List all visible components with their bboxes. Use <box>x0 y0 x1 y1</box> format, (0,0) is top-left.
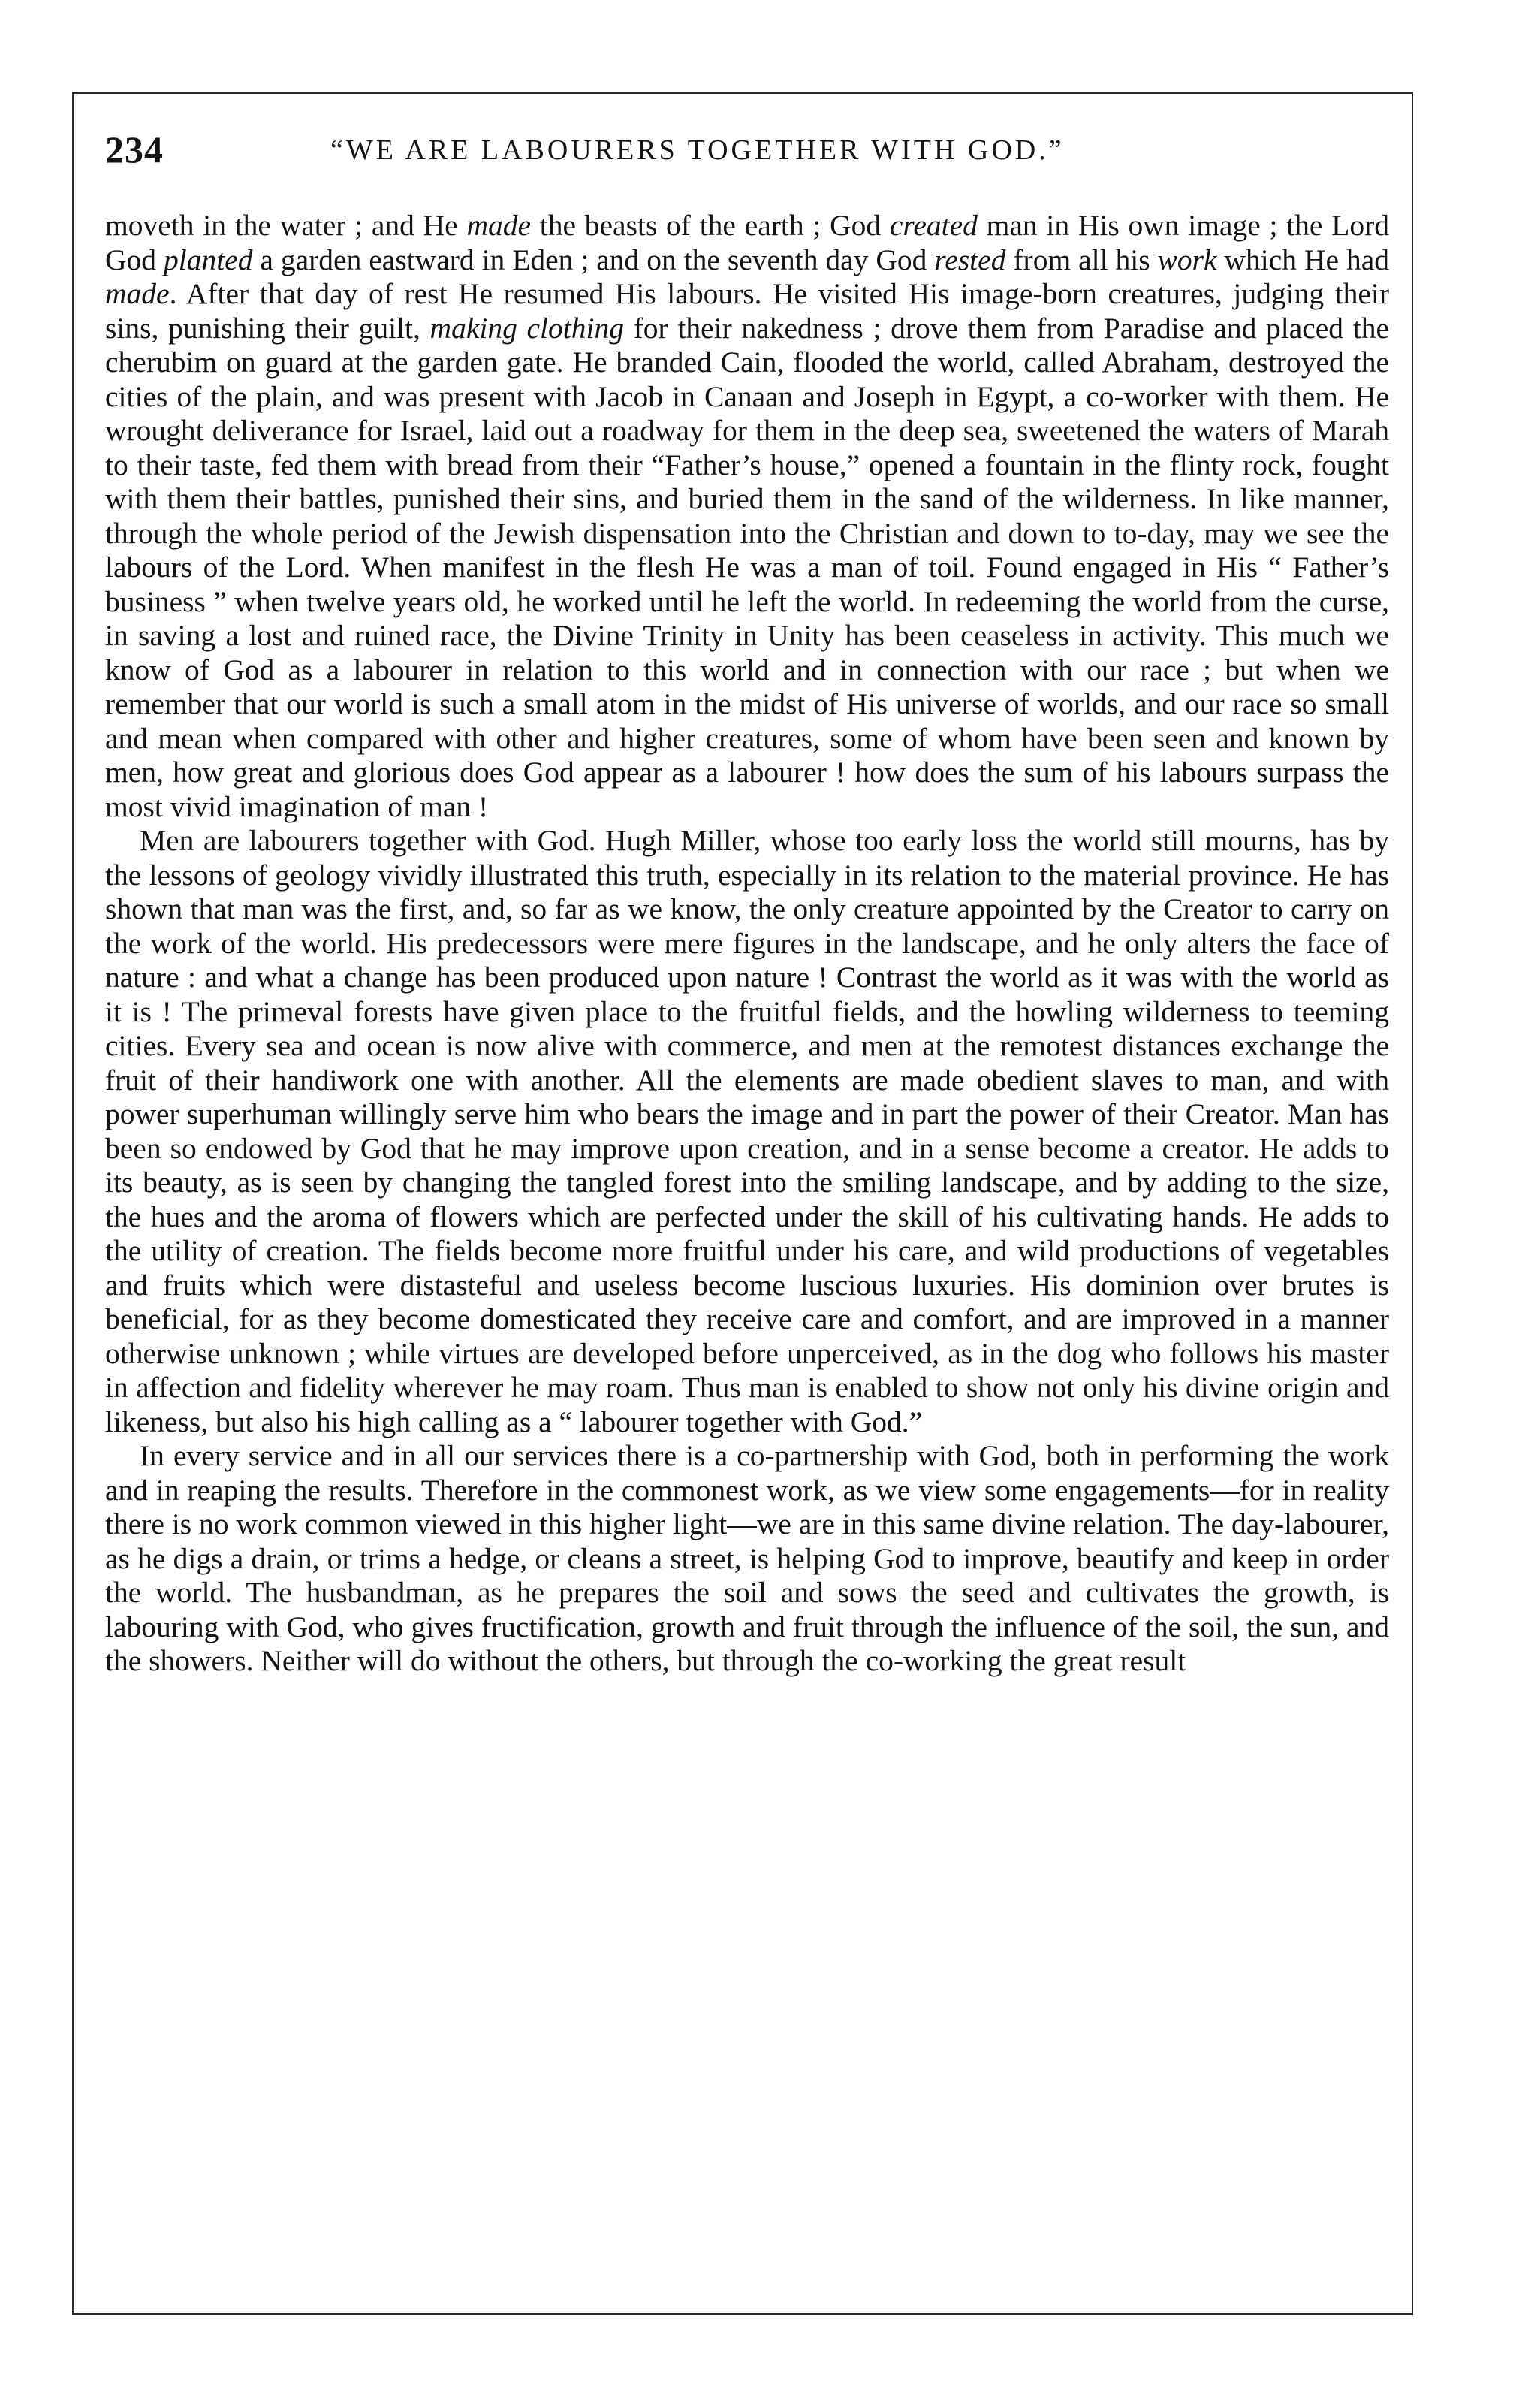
text-run: man in His own image ; the Lord God <box>105 209 1389 276</box>
text-run: for their nakedness ; drove them from Paradise and placed the cherubim on guard at the garden gate. He branded Cain, flooded the world, called Abraham, destroyed the cities of the plain, and was present with Jacob in Canaan and Joseph in Egypt, a co-worker with them. He wrought deliverance for Israel, laid out a roadway for them in the deep sea, sweetened the waters of Marah to their taste, fed them with bread from their “Father’s house,” opened a fountain in the flinty rock, fought with them their battles, punished their sins, and buried them in the sand of the wilderness. In like manner, through the whole period of the Jewish dispensation into the Christian and down to to-day, may we see the labours of the Lord. When manifest in the flesh He was a man of toil. Found engaged in His “ Father’s business ” when twelve years old, he worked until he left the world. In redeeming the world from the curse, in saving a lost and ruined race, the Divine Trinity in Unity has been ceaseless in activity. This much we know of God as a labourer in relation to this world and in connection with our race ; but when we remember that our world is such a small atom in the midst of His universe of worlds, and our race so small and mean when compared with other and higher creatures, some of whom have been seen and known by men, how great and glorious does God appear as a labourer ! how does the sum of his labours surpass the most vivid imagination of man ! <box>105 311 1389 823</box>
running-head: “WE ARE LABOURERS TOGETHER WITH GOD.” <box>330 134 1065 166</box>
text-run: the beasts of the earth ; God <box>531 209 890 242</box>
text-run: In every service and in all our services there is a co-partnership with God, both in performing the work and in reaping the results. Therefore in the commonest work, as we view some engagements—for in reality there is no work common viewed in this higher light—we are in this same divine relation. The day-labourer, as he digs a drain, or trims a hedge, or cleans a street, is helping God to improve, beautify and keep in order the world. The husbandman, as he prepares the soil and sows the seed and cultivates the growth, is labouring with God, who gives fructification, growth and fruit through the influence of the soil, the sun, and the showers. Neither will do without the others, but through the co-working the great result <box>105 1439 1390 1677</box>
text-run: from all his <box>1005 243 1158 276</box>
paragraph <box>105 824 1389 1439</box>
italic-text: rested <box>934 243 1006 276</box>
text-run: moveth in the water ; and He <box>105 209 467 242</box>
page-header <box>105 128 1397 180</box>
italic-text: made <box>105 277 170 310</box>
paragraph <box>105 209 1389 824</box>
italic-text: making clothing <box>429 311 624 345</box>
body-text <box>105 209 1389 1679</box>
text-run: Men are labourers together with God. Hugh Miller, whose too early loss the world still mourns, has by the lessons of geology vividly illustrated this truth, especially in its relation to the material province. He has shown that man was the first, and, so far as we know, the only creature appointed by the Creator to carry on the work of the world. His predecessors were mere figures in the landscape, and he only alters the face of nature : and what a change has been produced upon nature ! Contrast the world as it was with the world as it is ! The primeval forests have given place to the fruitful fields, and the howling wilderness to teeming cities. Every sea and ocean is now alive with commerce, and men at the remotest distances exchange the fruit of their handiwork one with another. All the elements are made obedient slaves to man, and with power superhuman willingly serve him who bears the image and in part the power of their Creator. Man has been so endowed by God that he may improve upon creation, and in a sense become a creator. He adds to its beauty, as is seen by changing the tangled forest into the smiling landscape, and by adding to the size, the hues and the aroma of flowers which are perfected under the skill of his cultivating hands. He adds to the utility of creation. The fields become more fruitful under his care, and wild productions of vegetables and fruits which were distasteful and useless become luscious luxuries. His dominion over brutes is beneficial, for as they become domesticated they receive care and comfort, and are improved in a manner otherwise unknown ; while virtues are developed before unperceived, as in the dog who follows his master in affection and fidelity wherever he may roam. Thus man is enabled to show not only his divine origin and likeness, but also his high calling as a “ labourer together with God.” <box>105 824 1389 1438</box>
italic-text: created <box>889 209 978 242</box>
italic-text: planted <box>163 243 253 276</box>
italic-text: work <box>1157 243 1217 276</box>
paragraph <box>105 1439 1389 1679</box>
text-run: which He had <box>1216 243 1389 276</box>
text-run: a garden eastward in Eden ; and on the seventh day God <box>252 243 935 276</box>
text-run: . After that day of rest He resumed His labours. He visited His image-born creatures, judging their sins, punishing their guilt, <box>105 277 1389 345</box>
page-number: 234 <box>105 128 164 170</box>
italic-text: made <box>466 209 532 242</box>
